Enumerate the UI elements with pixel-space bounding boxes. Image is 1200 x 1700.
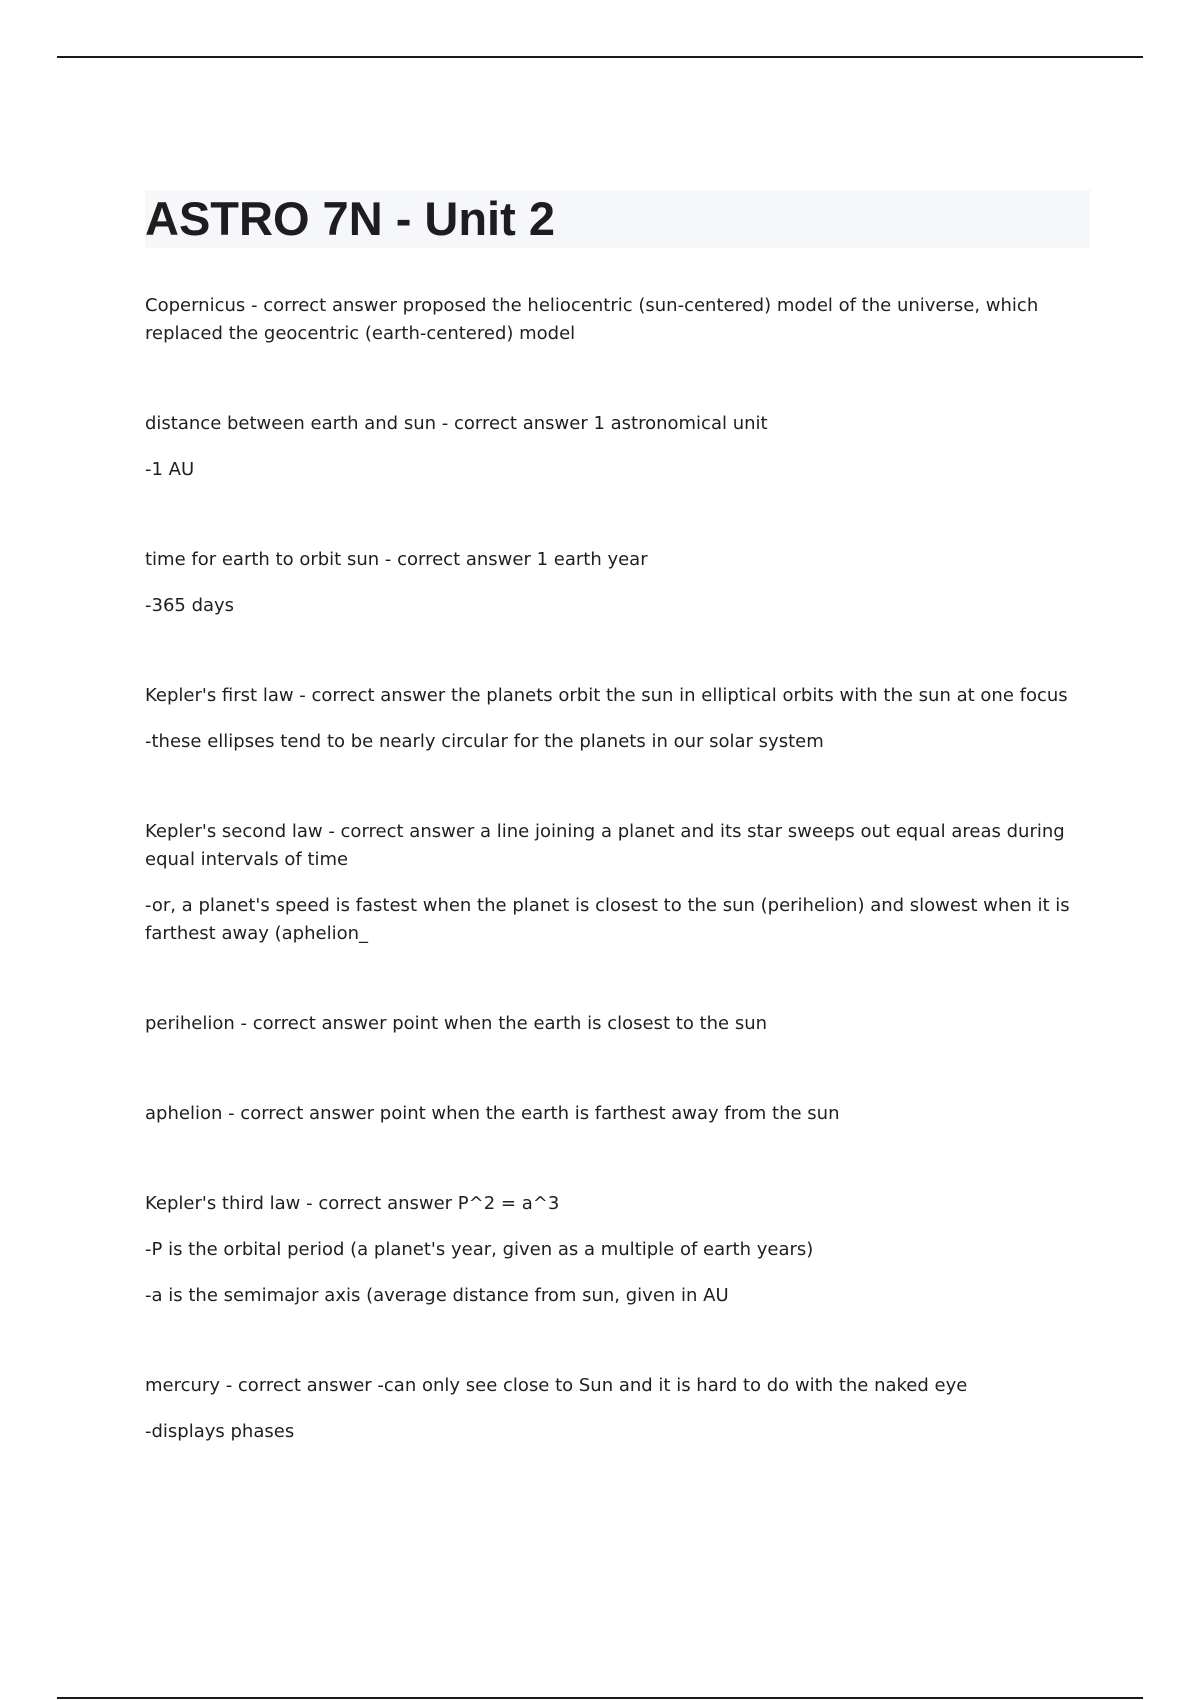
flashcard-entry bbox=[145, 1190, 1075, 1310]
term-definition-text: Kepler's third law - correct answer P^2 = a^3 bbox=[145, 1193, 560, 1214]
definition-detail-text: -365 days bbox=[145, 595, 235, 616]
flashcard-entry bbox=[145, 410, 1075, 484]
footer-rule bbox=[57, 1697, 1143, 1699]
page-title: ASTRO 7N - Unit 2 bbox=[145, 192, 555, 245]
definition-detail-text: -1 AU bbox=[145, 459, 195, 480]
flashcard-entry bbox=[145, 1100, 1075, 1128]
flashcard-entry bbox=[145, 546, 1075, 620]
term-definition-text: distance between earth and sun - correct answer 1 astronomical unit bbox=[145, 413, 768, 434]
flashcard-entry bbox=[145, 1372, 1075, 1446]
flashcard-list bbox=[145, 292, 1075, 1508]
term-definition-text: Copernicus - correct answer proposed the heliocentric (sun-centered) model of the universe, which replaced the geocentric (earth-centered) model bbox=[145, 295, 1039, 344]
term-definition-text: mercury - correct answer -can only see close to Sun and it is hard to do with the naked eye bbox=[145, 1375, 968, 1396]
definition-detail-text: -P is the orbital period (a planet's year, given as a multiple of earth years) bbox=[145, 1239, 814, 1260]
flashcard-entry bbox=[145, 292, 1075, 348]
definition-detail-text: -these ellipses tend to be nearly circular for the planets in our solar system bbox=[145, 731, 824, 752]
header-rule bbox=[57, 56, 1143, 58]
term-definition-text: Kepler's first law - correct answer the planets orbit the sun in elliptical orbits with the sun at one focus bbox=[145, 685, 1068, 706]
definition-detail-text: -a is the semimajor axis (average distance from sun, given in AU bbox=[145, 1285, 729, 1306]
definition-detail-text: -or, a planet's speed is fastest when the planet is closest to the sun (perihelion) and slowest when it is farthest away (aphelion_ bbox=[145, 895, 1070, 944]
term-definition-text: aphelion - correct answer point when the earth is farthest away from the sun bbox=[145, 1103, 840, 1124]
flashcard-entry bbox=[145, 818, 1075, 948]
flashcard-entry bbox=[145, 1010, 1075, 1038]
term-definition-text: perihelion - correct answer point when the earth is closest to the sun bbox=[145, 1013, 768, 1034]
term-definition-text: Kepler's second law - correct answer a line joining a planet and its star sweeps out equal areas during equal intervals of time bbox=[145, 821, 1065, 870]
definition-detail-text: -displays phases bbox=[145, 1421, 295, 1442]
flashcard-entry bbox=[145, 682, 1075, 756]
term-definition-text: time for earth to orbit sun - correct answer 1 earth year bbox=[145, 549, 648, 570]
